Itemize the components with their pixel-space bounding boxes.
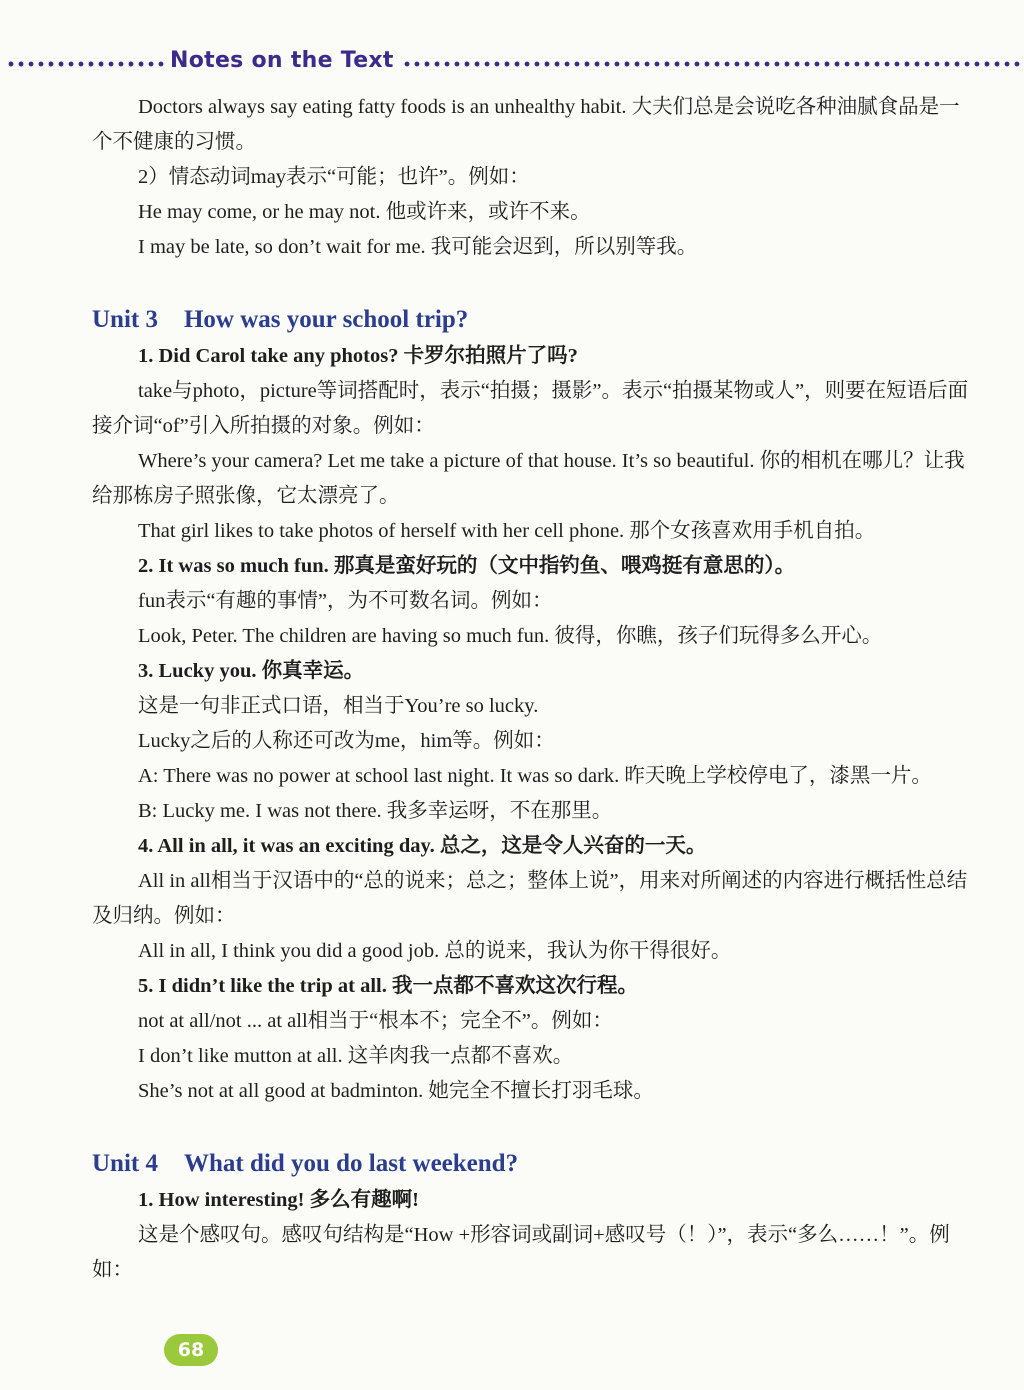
- example-sentence: Where’s your camera? Let me take a picture of that house. It’s so beautiful. 你的相机在哪儿？让我给那栋房子照张像，它太漂亮了。: [92, 450, 965, 507]
- note-heading: 2. It was so much fun. 那真是蛮好玩的（文中指钓鱼、喂鸡挺有意思的）。: [138, 555, 796, 577]
- example-sentence: He may come, or he may not. 他或许来，或许不来。: [138, 201, 591, 223]
- dotted-rule-left: [6, 61, 166, 67]
- note-heading: 1. Did Carol take any photos? 卡罗尔拍照片了吗?: [138, 345, 578, 367]
- paragraph: not at all/not ... at all相当于“根本不；完全不”。例如：: [138, 1010, 613, 1032]
- note-heading: 4. All in all, it was an exciting day. 总之，这是令人兴奋的一天。: [138, 835, 707, 857]
- page-number-badge: 68: [164, 1334, 218, 1366]
- paragraph: 2）情态动词may表示“可能；也许”。例如：: [138, 166, 530, 188]
- unit-4-heading: [92, 1146, 972, 1182]
- example-sentence: I may be late, so don’t wait for me. 我可能会迟到，所以别等我。: [138, 236, 698, 258]
- dotted-rule-right: [402, 61, 1020, 67]
- unit-title: How was your school trip?: [183, 306, 469, 333]
- page-header: [0, 44, 1024, 80]
- note-heading: 5. I didn’t like the trip at all. 我一点都不喜欢这次行程。: [138, 975, 638, 997]
- unit-label: Unit 3: [92, 306, 158, 333]
- example-sentence: A: There was no power at school last night. It was so dark. 昨天晚上学校停电了，漆黑一片。: [138, 765, 932, 787]
- paragraph: All in all相当于汉语中的“总的说来；总之；整体上说”，用来对所阐述的内容进行概括性总结及归纳。例如：: [92, 870, 968, 927]
- example-sentence: Look, Peter. The children are having so much fun. 彼得，你瞧，孩子们玩得多么开心。: [138, 625, 883, 647]
- paragraph: Doctors always say eating fatty foods is an unhealthy habit. 大夫们总是会说吃各种油腻食品是一个不健康的习惯。: [92, 96, 960, 153]
- paragraph: 这是个感叹句。感叹句结构是“How +形容词或副词+感叹号（！）”，表示“多么……！”。例如：: [92, 1224, 950, 1281]
- page-content: [92, 90, 972, 1288]
- section-title: Notes on the Text: [170, 48, 394, 73]
- unit-title: What did you do last weekend?: [183, 1150, 519, 1177]
- note-heading: 3. Lucky you. 你真幸运。: [138, 660, 365, 682]
- unit-3-heading: [92, 302, 972, 338]
- example-sentence: She’s not at all good at badminton. 她完全不擅长打羽毛球。: [138, 1080, 654, 1102]
- example-sentence: All in all, I think you did a good job. 总的说来，我认为你干得很好。: [138, 940, 732, 962]
- paragraph: take与photo，picture等词搭配时，表示“拍摄；摄影”。表示“拍摄某物或人”，则要在短语后面接介词“of”引入所拍摄的对象。例如：: [92, 380, 969, 437]
- paragraph: 这是一句非正式口语，相当于You’re so lucky.: [138, 695, 539, 717]
- note-heading: 1. How interesting! 多么有趣啊!: [138, 1189, 419, 1211]
- example-sentence: That girl likes to take photos of herself with her cell phone. 那个女孩喜欢用手机自拍。: [138, 520, 876, 542]
- paragraph: Lucky之后的人称还可改为me，him等。例如：: [138, 730, 555, 752]
- unit-label: Unit 4: [92, 1150, 158, 1177]
- paragraph: fun表示“有趣的事情”，为不可数名词。例如：: [138, 590, 553, 612]
- example-sentence: B: Lucky me. I was not there. 我多幸运呀，不在那里。: [138, 800, 613, 822]
- example-sentence: I don’t like mutton at all. 这羊肉我一点都不喜欢。: [138, 1045, 574, 1067]
